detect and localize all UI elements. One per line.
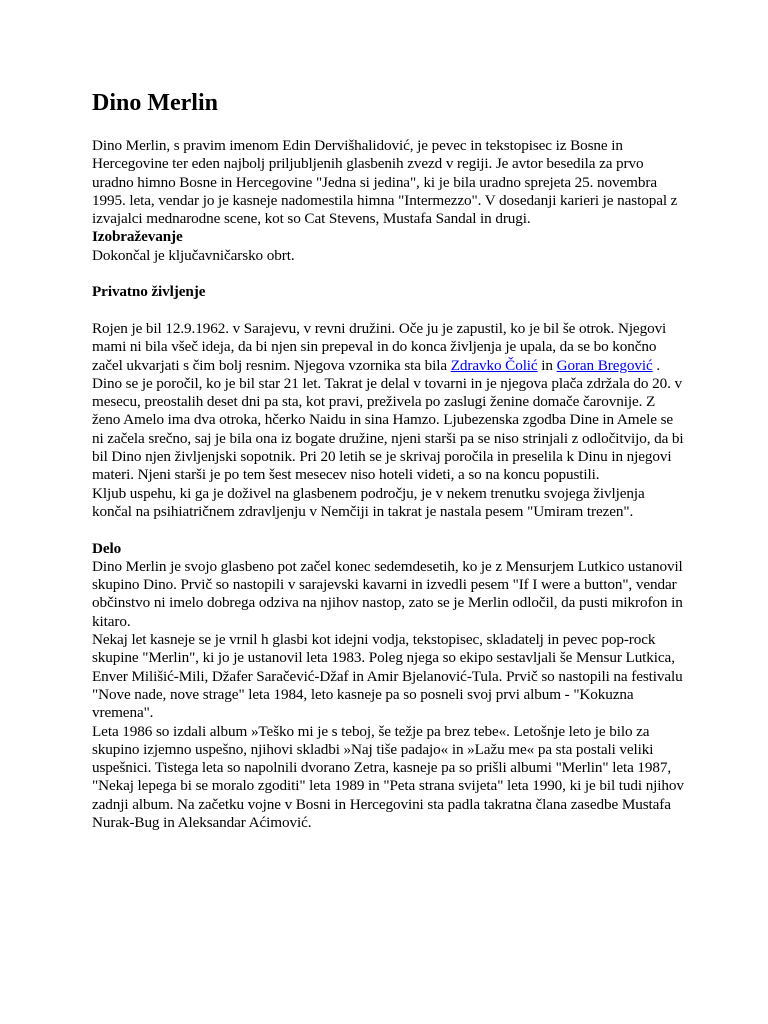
spacer (92, 265, 684, 283)
article-body (92, 137, 684, 832)
link-zdravko-colic[interactable]: Zdravko Čolić (450, 356, 538, 374)
private-paragraph-3: Kljub uspehu, ki ga je doživel na glasbenem področju, je v nekem trenutku svojega življenja končal na psihiatričnem zdravljenju v Nemčiji in takrat je nastala pesem "Umiram trezen". (92, 484, 645, 520)
private-paragraph-2: Dino se je poročil, ko je bil star 21 let. Takrat je delal v tovarni in je njegova plača zdržala do 20. v mesecu, preostalih deset dni pa sta, kot pravi, preživela po zaslugi ženine domače čarovnije. Z ženo Amelo ima dva otroka, hčerko Naidu in sina Hamzo. Ljubezenska zgodba Dine in Amele se ni začela srečno, saj je bila ona iz bogate družine, njeni starši pa se niso strinjali z odločitvijo, da bi bil Dino njen življenjski sopotnik. Pri 20 letih se je skrivaj poročila in preselila k Dinu in njegovi materi. Njeni starši je po tem šest mesecev niso hoteli videti, a so na koncu popustili. (92, 374, 684, 484)
private-text-after: . (652, 356, 661, 374)
work-paragraph-1: Dino Merlin je svojo glasbeno pot začel konec sedemdesetih, ko je z Mensurjem Lutkico ustanovil skupino Dino. Prvič so nastopili v sarajevski kavarni in izvedli pesem "If I were a button", vendar občinstvo ni imelo dobrega odziva na njihov nastop, zato se je Merlin odločil, da pusti mikrofon in kitaro. (92, 557, 683, 630)
spacer (92, 521, 684, 539)
private-text-before: Rojen je bil 12.9.1962. v Sarajevu, v revni družini. Oče ju je zapustil, ko je bil še otrok. Njegovi mami ni bila všeč ideja, da bi njen sin prepeval in do konca življenja je upala, da se bo končno začel ukvarjati s čim bolj resnim. Njegova vzornika sta bila (92, 319, 667, 374)
page-title: Dino Merlin (92, 90, 218, 116)
link-goran-bregovic[interactable]: Goran Bregović (556, 356, 653, 374)
private-text-mid: in (537, 356, 557, 374)
education-paragraph: Dokončal je ključavničarsko obrt. (92, 246, 295, 264)
work-paragraph-2: Nekaj let kasneje se je vrnil h glasbi kot idejni vodja, tekstopisec, skladatelj in pevec pop-rock skupine "Merlin", ki jo je ustanovil leta 1983. Poleg njega so ekipo sestavljali še Mensur Lutkica, Enver Milišić-Mili, Džafer Saračević-Džaf in Amir Bjelanović-Tula. Prvič so nastopili na festivalu "Nove nade, nove strage" leta 1984, leto kasneje pa so posneli svoj prvi album - "Kokuzna vremena". (92, 631, 683, 722)
private-paragraph-1 (92, 320, 684, 375)
spacer (92, 302, 684, 320)
section-heading-work: Delo (92, 539, 122, 557)
work-paragraph-3: Leta 1986 so izdali album »Teško mi je s teboj, še težje pa brez tebe«. Letošnje leto je bilo za skupino izjemno uspešno, njihovi skladbi »Naj tiše padajo« in »Lažu me« pa sta postali veliki uspešnici. Tistega leta so napolnili dvorano Zetra, kasneje pa so prišli albumi "Merlin" leta 1987, "Nekaj lepega bi se moralo zgoditi" leta 1989 in "Peta strana svijeta" leta 1990, ki je bil tudi njihov zadnji album. Na začetku vojne v Bosni in Hercegovini sta padla takratna člana zasedbe Mustafa Nurak-Bug in Aleksandar Aćimović. (92, 722, 684, 831)
section-heading-education: Izobraževanje (92, 228, 183, 246)
intro-paragraph: Dino Merlin, s pravim imenom Edin Dervišhalidović, je pevec in tekstopisec iz Bosne in Hercegovine ter eden najbolj priljubljenih glasbenih zvezd v regiji. Je avtor besedila za prvo uradno himno Bosne in Hercegovine "Jedna si jedina", ki je bila uradno sprejeta 25. novembra 1995. leta, vendar jo je kasneje nadomestila himna "Intermezzo". V dosedanji karieri je nastopal z izvajalci mednarodne scene, kot so Cat Stevens, Mustafa Sandal in drugi. (92, 137, 678, 228)
section-heading-private-life: Privatno življenje (92, 283, 206, 301)
document-page (92, 88, 684, 832)
